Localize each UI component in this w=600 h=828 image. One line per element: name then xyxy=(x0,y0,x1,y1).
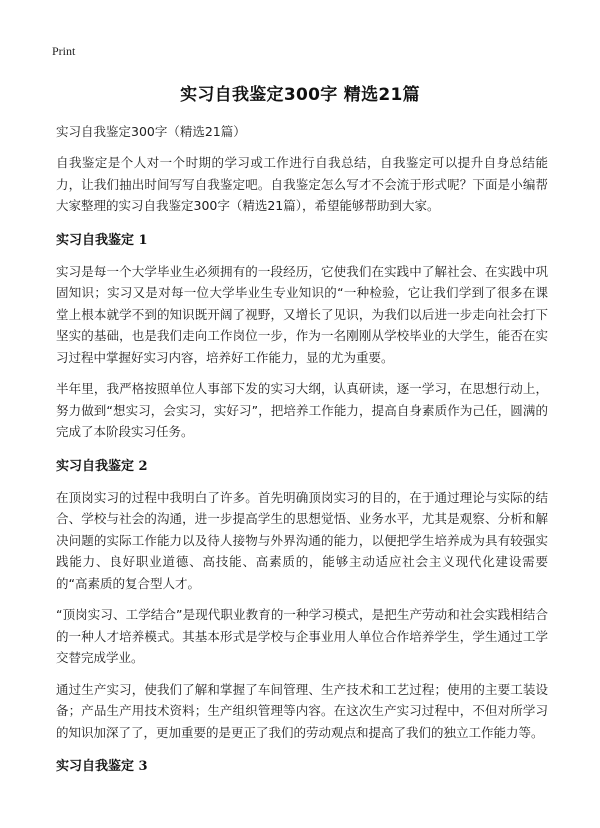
section-2-paragraph-2: “顶岗实习、工学结合”是现代职业教育的一种学习模式，是把生产劳动和社会实践相结合的一种人才培养模式。其基本形式是学校与企事业用人单位合作培养学生，学生通过工学交替完成学业。 xyxy=(56,607,548,665)
section-2-paragraph-1: 在顶岗实习的过程中我明白了许多。首先明确顶岗实习的目的，在于通过理论与实际的结合、学校与社会的沟通，进一步提高学生的思想觉悟、业务水平，尤其是观察、分析和解决问题的实际工作能力以及待人接物与外界沟通的能力，以便把学生培养成为具有较强实践能力、良好职业道德、高技能、高素质的，能够主动适应社会主义现代化建设需要的“高素质的复合型人才。 xyxy=(56,489,548,591)
section-heading-3: 实习自我鉴定 3 xyxy=(56,759,148,774)
intro-paragraph: 自我鉴定是个人对一个时期的学习或工作进行自我总结，自我鉴定可以提升自身总结能力，让我们抽出时间写写自我鉴定吧。自我鉴定怎么写才不会流于形式呢？下面是小编帮大家整理的实习自我鉴定300字（精选21篇），希望能够帮助到大家。 xyxy=(56,155,548,213)
print-label: Print xyxy=(52,44,76,58)
section-1-paragraph-2: 半年里，我严格按照单位人事部下发的实习大纲，认真研读，逐一学习，在思想行动上，努力做到“想实习，会实习，实好习”，把培养工作能力，提高自身素质作为己任，圆满的完成了本阶段实习任务。 xyxy=(56,381,548,439)
section-heading-2: 实习自我鉴定 2 xyxy=(56,458,148,474)
document-title: 实习自我鉴定300字 精选21篇 xyxy=(180,85,420,105)
document-body xyxy=(56,122,548,787)
section-2-paragraph-3: 通过生产实习，使我们了解和掌握了车间管理、生产技术和工艺过程；使用的主要工装设备；产品生产用技术资料；生产组织管理等内容。在这次生产实习过程中，不但对所学习的知识加深了了，更加重要的是更正了我们的劳动观点和提高了我们的独立工作能力等。 xyxy=(56,681,548,740)
section-1-paragraph-1: 实习是每一个大学毕业生必须拥有的一段经历，它使我们在实践中了解社会、在实践中巩固知识；实习又是对每一位大学毕业生专业知识的“一种检验，它让我们学到了很多在课堂上根本就学不到的知识既开阔了视野，又增长了见识，为我们以后进一步走向社会打下坚实的基础，也是我们走向工作岗位一步，作为一名刚刚从学校毕业的大学生，能否在实习过程中掌握好实习内容，培养好工作能力，显的尤为重要。 xyxy=(56,263,548,365)
document-subtitle: 实习自我鉴定300字（精选21篇） xyxy=(56,124,246,139)
section-heading-1: 实习自我鉴定 1 xyxy=(56,232,148,248)
